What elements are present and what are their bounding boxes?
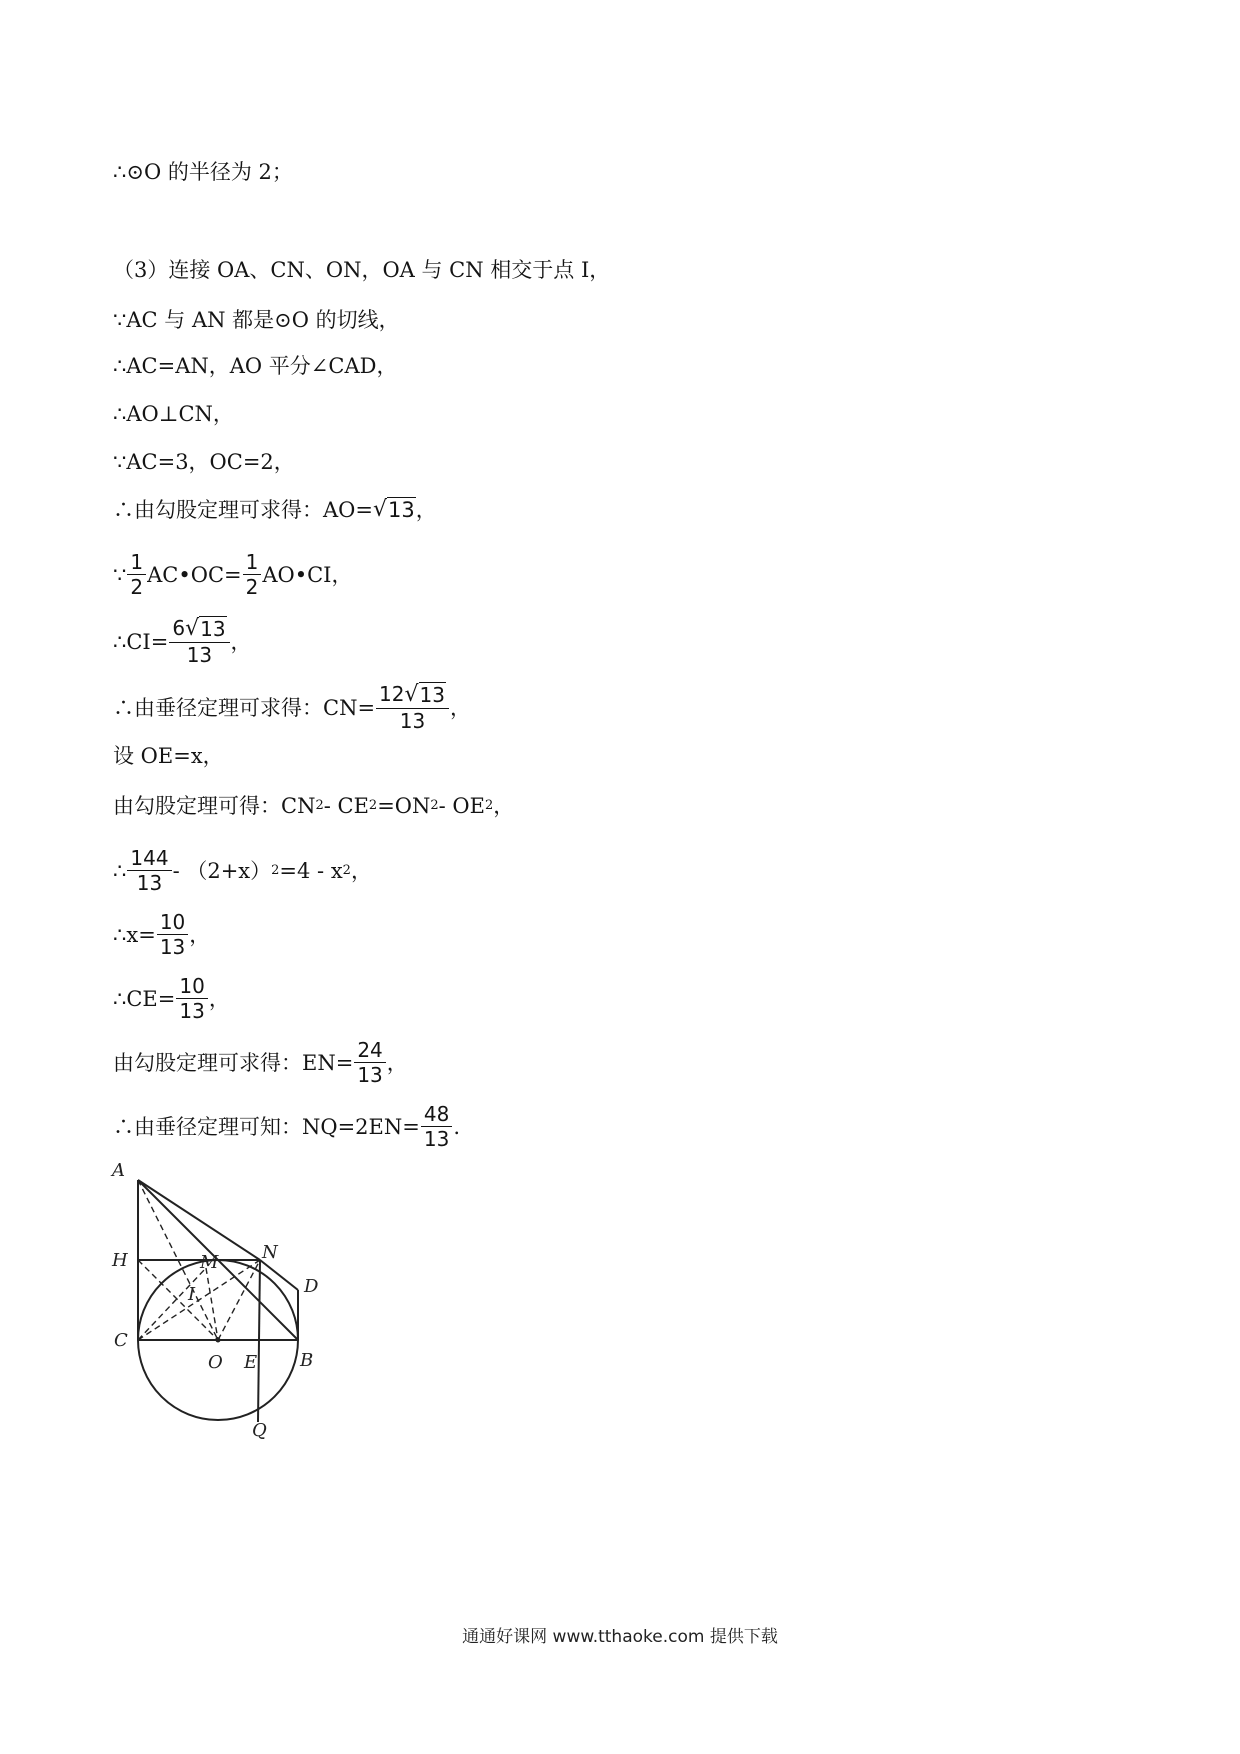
text-segment: ∵ [113,562,127,587]
segment-nq [258,1260,260,1422]
segment-an [138,1180,260,1260]
fraction [421,1102,452,1151]
text-segment: 由勾股定理可求得：EN= [113,1050,354,1075]
radical-sign: √ [372,497,388,522]
numerator: 1 [127,550,146,575]
text-segment: . [453,1114,460,1139]
fraction [176,974,207,1023]
label-h: H [112,1250,128,1271]
text-line-7 [113,496,437,524]
denominator: 13 [423,1127,450,1151]
text-segment: ∴由垂径定理可求得：CN= [113,695,376,720]
sqrt-expression [185,616,226,642]
numerator [169,616,229,643]
text-line-12: 由勾股定理可得：CN 2 - CE 2 =ON 2 - OE 2 ， [113,794,515,818]
numerator: 10 [176,974,207,999]
fraction [376,682,449,733]
denominator: 13 [159,935,186,959]
numerator: 1 [243,550,262,575]
geometry-figure [108,1160,348,1440]
radical-sign: √ [185,616,200,641]
text-segment: ， [386,1050,408,1075]
text-line-3: ∵AC 与 AN 都是⊙O 的切线， [113,308,400,332]
label-a: A [112,1160,125,1181]
text-segment: ∴CI= [113,629,169,654]
text-segment: ， [415,498,437,522]
text-line-9 [113,616,252,667]
label-e: E [244,1352,258,1373]
text-line-6: ∵AC=3，OC=2， [113,450,295,474]
denominator: 13 [136,871,163,895]
fraction [243,550,262,599]
text-line-4: ∴AC=AN，AO 平分∠CAD， [113,354,398,378]
denominator: 13 [186,643,213,667]
text-line-8 [113,550,352,599]
text-segment: ∴CE= [113,986,176,1011]
label-c: C [114,1330,128,1351]
denominator: 13 [179,999,205,1023]
numerator: 144 [127,846,171,871]
text-segment: ∴ [113,858,127,883]
label-d: D [304,1276,319,1297]
label-i: I [188,1284,196,1305]
numerator: 10 [157,910,188,935]
radicand: 13 [388,498,415,522]
label-q: Q [252,1420,267,1440]
radicand: 13 [419,683,445,707]
numerator [376,682,449,709]
text-line-10 [113,682,471,733]
label-b: B [300,1350,314,1371]
fraction [354,1038,385,1087]
coefficient: 6 [172,616,186,640]
text-segment: - CE [323,794,369,818]
dashed-cm [138,1268,206,1340]
text-segment: AC•OC= [147,562,242,587]
numerator: 24 [354,1038,385,1063]
fraction [169,616,229,667]
denominator: 13 [399,709,426,733]
radicand: 13 [200,617,226,641]
denominator: 2 [130,575,144,599]
point-o [216,1338,221,1343]
text-line-2: （3）连接 OA、CN、ON，OA 与 CN 相交于点 I， [113,258,611,282]
denominator: 13 [357,1063,383,1087]
text-segment: ∴由勾股定理可求得：AO= [113,498,373,522]
text-line-14 [113,910,210,959]
text-segment: ， [189,922,211,947]
text-segment: AO•CI， [262,562,353,587]
text-segment: ， [208,986,230,1011]
text-segment: ∴由垂径定理可知：NQ=2EN= [113,1114,420,1139]
fraction [127,550,146,599]
fraction [157,910,188,959]
label-n: N [262,1242,278,1263]
dashed-mo [206,1268,218,1340]
numerator: 48 [421,1102,452,1127]
denominator: 2 [245,575,259,599]
text-segment: ， [350,858,372,883]
text-segment: 由勾股定理可得：CN [113,794,316,818]
text-segment: =4 - x [279,858,343,883]
text-segment: =ON [377,794,431,818]
radical-sign: √ [404,682,419,707]
label-m: M [200,1252,219,1273]
coefficient: 12 [379,682,405,706]
text-segment: - （2+x） [172,858,272,883]
text-line-17 [113,1102,460,1151]
text-line-13: ∴ $\frac{144}{13}$ - （2+x） 2 =4 - x 2 ， [113,846,372,895]
text-segment: ， [493,794,515,818]
fraction [127,846,171,895]
text-segment: ∴x= [113,922,156,947]
text-segment: ， [449,695,471,720]
text-line-1: ∴⊙O 的半径为 2； [113,160,293,184]
text-segment: - OE [438,794,485,818]
sqrt-expression [405,682,446,708]
text-segment: ， [230,629,252,654]
text-line-11: 设 OE=x， [113,744,224,768]
page-footer: 通通好课网 www.tthaoke.com 提供下载 [462,1627,778,1647]
text-line-5: ∴AO⊥CN， [113,402,234,426]
text-line-15 [113,974,230,1023]
sqrt-expression [373,497,416,523]
dashed-on [218,1260,260,1340]
label-o: O [208,1352,223,1373]
text-line-16 [113,1038,408,1087]
dashed-cn [138,1260,260,1340]
